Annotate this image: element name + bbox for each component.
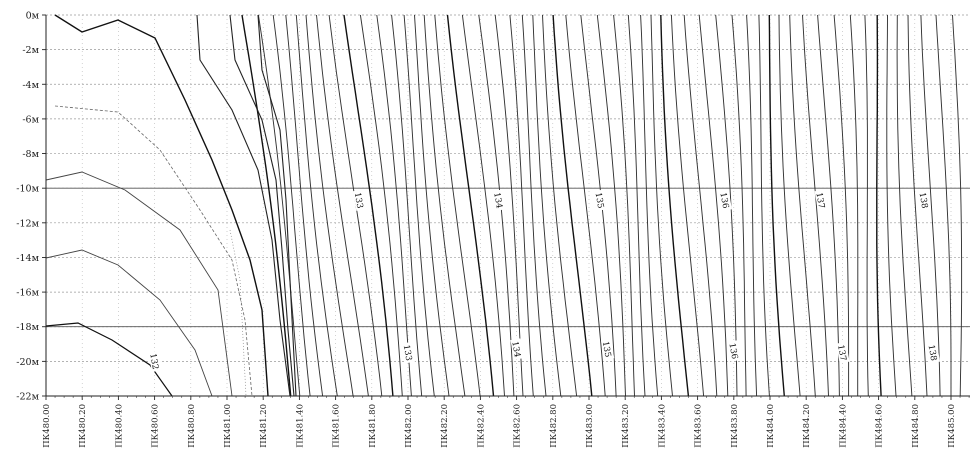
contour-label <box>925 342 940 364</box>
contour-line <box>55 15 268 396</box>
contour-line <box>887 15 896 396</box>
x-tick-label: ПК485.00 <box>947 404 957 448</box>
contour-label-text: 137 <box>813 191 827 210</box>
contour-line <box>197 15 290 396</box>
y-tick-label: -10м <box>16 183 39 195</box>
contour-line <box>46 172 232 396</box>
x-tick-label: ПК480.20 <box>78 404 89 448</box>
y-tick-label: -22м <box>16 391 39 403</box>
y-tick-label: -16м <box>16 287 39 299</box>
contour-line <box>415 15 450 396</box>
contour-line <box>641 15 658 396</box>
contour-line <box>671 15 703 396</box>
contour-line <box>759 15 770 396</box>
x-axis <box>42 396 970 448</box>
contour-line <box>747 15 757 396</box>
contour-line <box>790 15 816 396</box>
contour-label <box>400 342 415 364</box>
x-tick-label: ПК484.80 <box>910 404 921 448</box>
contour-line <box>877 15 881 396</box>
contour-label-text: 137 <box>835 344 848 362</box>
y-tick-label: -12м <box>16 218 39 230</box>
contour-label <box>351 189 366 211</box>
contour-label-text: 138 <box>925 344 939 362</box>
contour-label-text: 133 <box>400 344 414 362</box>
contour-line <box>865 15 868 396</box>
y-tick-label: -14м <box>16 252 39 264</box>
x-tick-label: ПК484.60 <box>874 404 885 448</box>
contour-line <box>953 15 962 396</box>
x-tick-label: ПК483.80 <box>729 404 740 448</box>
contour-line <box>769 15 784 396</box>
x-tick-label: ПК482.20 <box>440 404 451 448</box>
contour-label-text: 133 <box>351 191 365 210</box>
contour-label-text: 135 <box>599 340 613 359</box>
x-tick-label: ПК481.60 <box>331 404 342 448</box>
x-tick-label: ПК483.60 <box>693 404 704 448</box>
x-tick-label: ПК480.00 <box>42 404 52 448</box>
contour-line <box>897 15 912 396</box>
contour-line <box>850 15 858 396</box>
contour-label <box>147 351 162 373</box>
x-tick-label: ПК482.80 <box>548 404 559 448</box>
contour-label <box>509 338 524 360</box>
contour-line <box>684 15 717 396</box>
grid <box>46 15 970 396</box>
y-axis <box>16 11 46 403</box>
contour-label <box>491 189 506 211</box>
contour-label <box>813 189 828 211</box>
contour-line <box>510 15 533 396</box>
x-tick-label: ПК481.80 <box>367 404 378 448</box>
contour-label-text: 132 <box>147 352 160 371</box>
y-tick-label: -2м <box>22 45 39 57</box>
contour-label <box>726 340 741 362</box>
x-tick-label: ПК481.40 <box>295 404 306 448</box>
x-tick-label: ПК484.00 <box>766 404 776 448</box>
contour-line <box>360 15 402 396</box>
contour-line <box>424 15 465 396</box>
x-tick-label: ПК483.40 <box>657 404 668 448</box>
contour-line <box>779 15 800 396</box>
y-tick-label: -8м <box>22 149 39 161</box>
contour-label <box>717 189 732 211</box>
contour-label <box>916 189 931 211</box>
contour-line <box>46 250 212 396</box>
x-tick-label: ПК481.00 <box>223 404 233 448</box>
x-tick-label: ПК483.20 <box>621 404 632 448</box>
contour-line <box>614 15 635 396</box>
contour-line <box>377 15 412 396</box>
x-tick-label: ПК482.60 <box>512 404 523 448</box>
contour-label-text: 136 <box>726 342 740 361</box>
x-tick-label: ПК482.00 <box>404 404 414 448</box>
contour-line <box>404 15 434 396</box>
x-tick-label: ПК480.80 <box>186 404 197 448</box>
contour-line <box>834 15 849 396</box>
y-tick-label: -20м <box>16 356 39 368</box>
contour-label-text: 134 <box>509 340 522 359</box>
contour-label <box>835 342 850 364</box>
y-tick-label: 0м <box>25 10 39 22</box>
x-tick-label: ПК484.40 <box>838 404 849 448</box>
y-tick-label: -4м <box>22 79 39 91</box>
contour-label-text: 138 <box>916 191 930 210</box>
x-tick-label: ПК480.40 <box>114 404 125 448</box>
x-tick-label: ПК480.60 <box>150 404 161 448</box>
y-tick-label: -6м <box>22 114 39 126</box>
contour-line <box>230 15 294 396</box>
contour-line <box>732 15 746 396</box>
x-tick-label: ПК483.00 <box>585 404 595 448</box>
x-tick-label: ПК481.20 <box>259 404 270 448</box>
contour-label <box>592 189 607 211</box>
x-tick-label: ПК484.20 <box>802 404 813 448</box>
y-tick-label: -18м <box>16 322 39 334</box>
contour-label-text: 134 <box>491 191 504 210</box>
contour-line <box>306 15 353 396</box>
contour-label-text: 135 <box>592 191 606 210</box>
x-tick-label: ПК482.40 <box>476 404 487 448</box>
contour-line <box>651 15 673 396</box>
contour-label-text: 136 <box>717 191 731 210</box>
